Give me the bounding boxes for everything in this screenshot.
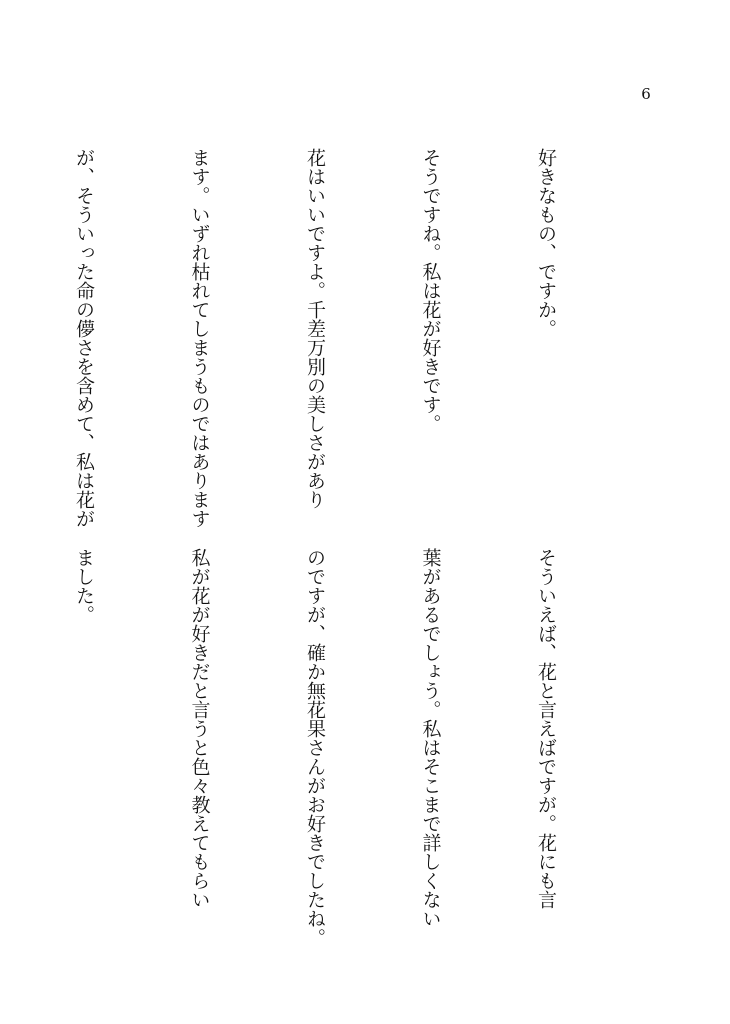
text-line: ました。 (73, 548, 95, 624)
upper-text-block (73, 148, 642, 528)
text-line: 私が花が好きだと言うと色々教えてもらい (188, 548, 211, 909)
text-line: のですが、確か無花果さんがお好きでしたね。 (304, 548, 326, 947)
text-line: そういえば、花と言えばですが。花にも言 (535, 548, 557, 909)
text-line: ます。いずれ枯れてしまうものではあります (188, 148, 211, 528)
text-line: そうですね。私は花が好きです。 (419, 148, 442, 433)
text-line: 花はいいですよ。千差万別の美しさがあり (304, 148, 326, 509)
page-number: 6 (641, 85, 651, 103)
text-line: 好きなもの、ですか。 (535, 148, 557, 338)
text-line: が、そういった命の儚さを含めて、私は花が (73, 148, 95, 528)
lower-text-block (73, 548, 642, 947)
text-line: 葉があるでしょう。私はそこまで詳しくない (419, 548, 442, 928)
